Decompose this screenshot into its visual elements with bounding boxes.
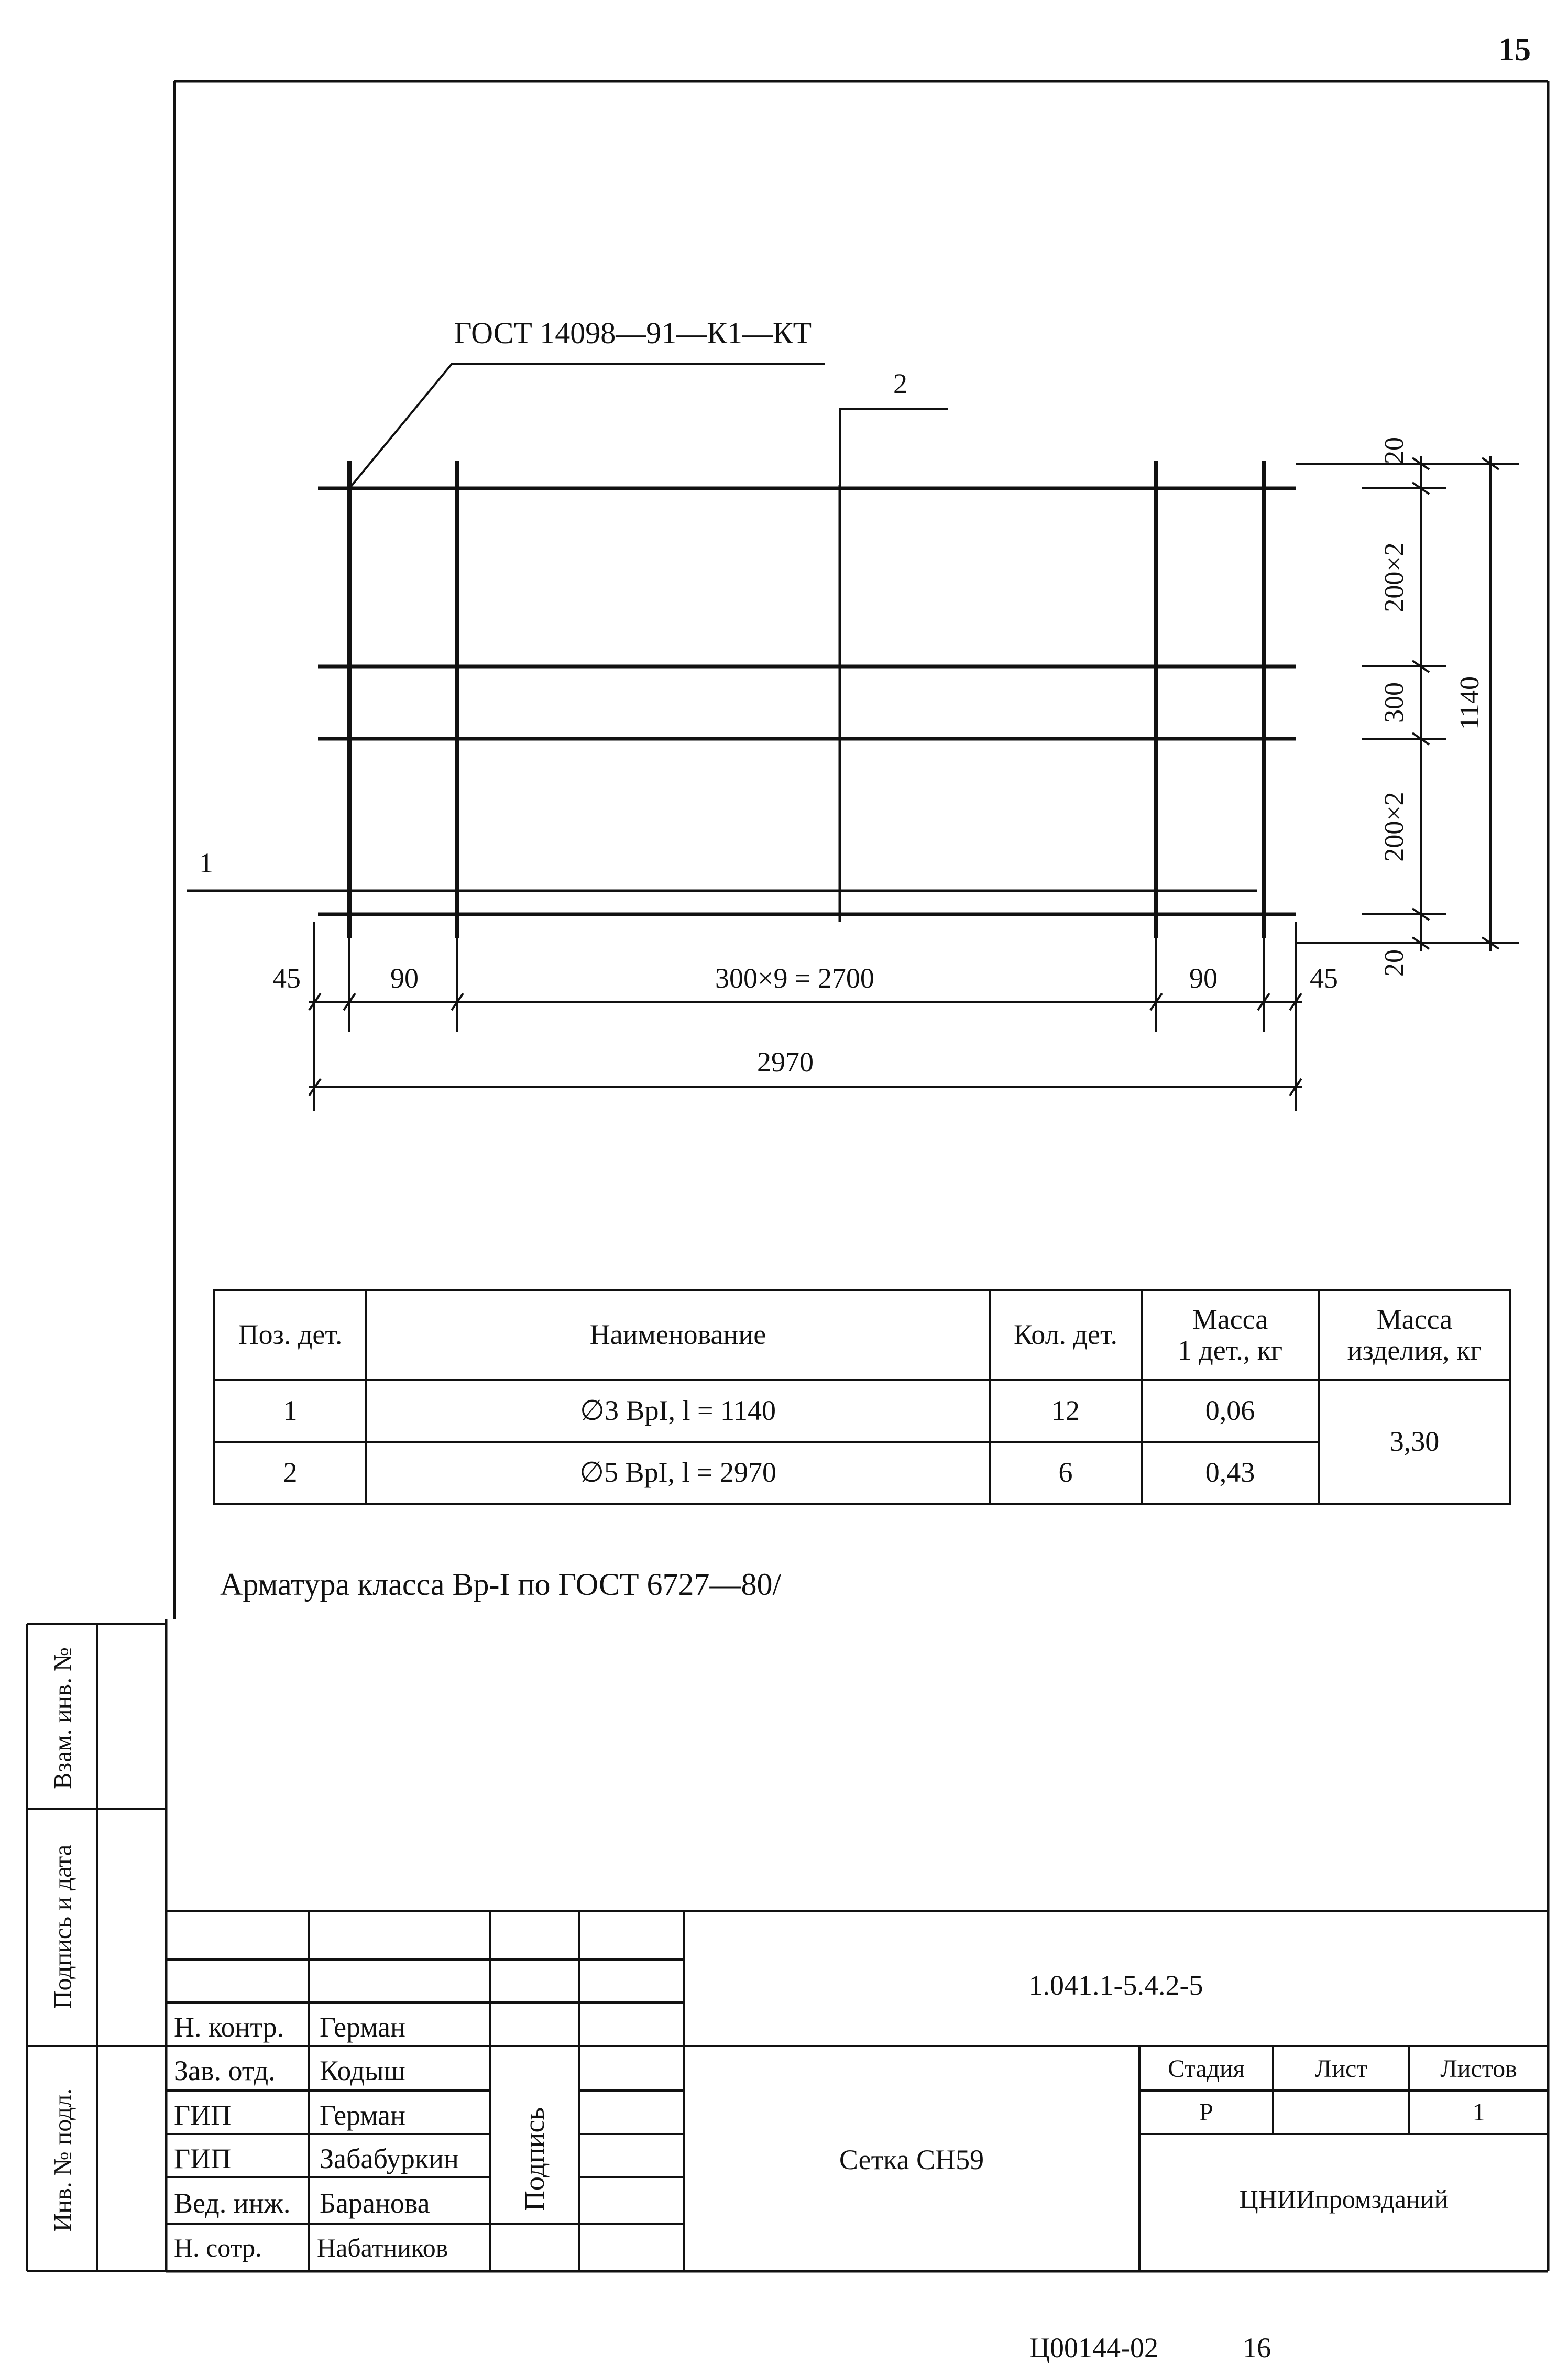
drawing-title: Сетка СН59 [839, 2144, 984, 2175]
role-person: Кодыш [320, 2055, 406, 2086]
role-label: Н. контр. [174, 2011, 284, 2043]
page-number: 15 [1498, 32, 1531, 68]
cell-name: ∅3 BpI, l = 1140 [366, 1380, 990, 1442]
dim-bottom-spacing: 200×2 [1379, 792, 1409, 862]
role-person: Набатников [317, 2233, 448, 2262]
cell-quantity: 12 [990, 1380, 1142, 1442]
dim-bottom-cover: 20 [1379, 949, 1409, 977]
header-unit-mass-line1: Масса [1192, 1303, 1268, 1335]
dim-end-right: 45 [1310, 962, 1338, 994]
role-label: Зав. отд. [174, 2055, 276, 2086]
cell-position: 2 [214, 1442, 366, 1504]
signature-header: Подпись [519, 2107, 550, 2212]
cell-unit-mass: 0,06 [1142, 1380, 1319, 1442]
organization-name: ЦНИИпромзданий [1239, 2184, 1449, 2214]
header-position: Поз. дет. [214, 1290, 366, 1380]
dim-middle-spacing: 300 [1379, 682, 1409, 723]
table-row [214, 1380, 1510, 1442]
cell-quantity: 6 [990, 1442, 1142, 1504]
header-quantity: Кол. дет. [990, 1290, 1142, 1380]
side-label-original-inv: Инв. № подл. [49, 2088, 77, 2232]
table-row [214, 1442, 1510, 1504]
role-label: ГИП [174, 2143, 232, 2174]
transverse-bars [349, 461, 1264, 938]
footer-page: 16 [1243, 2332, 1271, 2363]
document-code: 1.041.1-5.4.2-5 [1028, 1969, 1203, 2001]
dim-total-height: 1140 [1455, 676, 1485, 730]
role-label: Н. сотр. [174, 2233, 262, 2262]
header-name: Наименование [366, 1290, 990, 1380]
header-product-mass [1319, 1290, 1510, 1380]
position-2-label: 2 [893, 368, 907, 399]
role-label: Вед. инж. [174, 2187, 291, 2219]
specification-table [213, 1289, 1511, 1505]
cell-total-mass: 3,30 [1319, 1380, 1510, 1504]
dim-total-length: 2970 [757, 1046, 814, 1078]
dim-main-span: 300×9 = 2700 [715, 962, 874, 994]
dim-top-cover: 20 [1379, 437, 1409, 464]
sheets-value: 1 [1472, 2098, 1485, 2126]
callout-leaders [349, 364, 948, 488]
header-product-mass-line1: Масса [1376, 1303, 1453, 1335]
dim-end-left: 45 [272, 962, 301, 994]
dim-top-spacing: 200×2 [1379, 542, 1409, 612]
bottom-dimensions [309, 922, 1302, 1111]
cell-unit-mass: 0,43 [1142, 1442, 1319, 1504]
sheets-label: Листов [1440, 2055, 1517, 2083]
stage-label: Стадия [1168, 2055, 1245, 2083]
role-person: Баранова [320, 2187, 430, 2219]
role-label: ГИП [174, 2099, 232, 2131]
longitudinal-bars [187, 488, 1296, 914]
stage-value: Р [1199, 2098, 1213, 2126]
side-label-replacement-inv: Взам. инв. № [49, 1647, 77, 1789]
gost-callout-label: ГОСТ 14098—91—К1—КТ [454, 316, 812, 350]
header-unit-mass-line2: 1 дет., кг [1177, 1334, 1283, 1366]
side-label-signature-date: Подпись и дата [49, 1844, 77, 2009]
header-unit-mass [1142, 1290, 1319, 1380]
role-person: Забабуркин [320, 2143, 459, 2174]
footer-doc-code: Ц00144-02 [1029, 2332, 1158, 2363]
position-1-label: 1 [199, 847, 213, 879]
cell-position: 1 [214, 1380, 366, 1442]
dim-edge-right: 90 [1189, 962, 1218, 994]
dim-edge-left: 90 [390, 962, 419, 994]
role-person: Герман [320, 2011, 405, 2043]
header-product-mass-line2: изделия, кг [1347, 1334, 1482, 1366]
cell-name: ∅5 BpI, l = 2970 [366, 1442, 990, 1504]
role-person: Герман [320, 2099, 405, 2131]
material-note: Арматура класса Вр-I по ГОСТ 6727—80/ [220, 1567, 782, 1602]
sheet-label: Лист [1314, 2055, 1368, 2083]
